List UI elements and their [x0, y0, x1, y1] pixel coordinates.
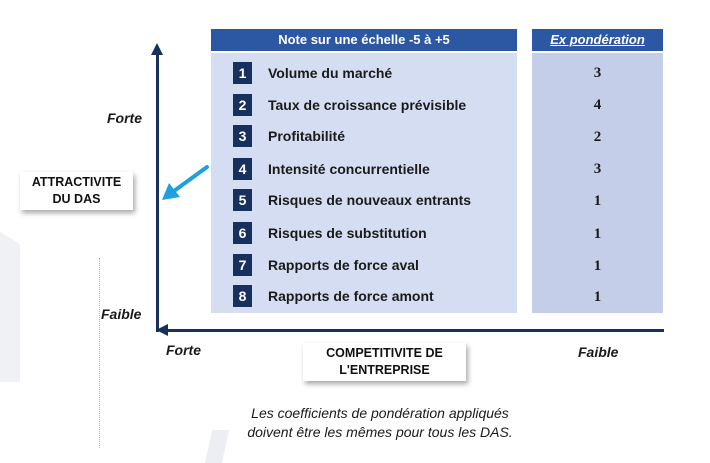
x-axis-arrowhead [156, 324, 168, 336]
criteria-header: Note sur une échelle -5 à +5 [211, 29, 517, 51]
criteria-number: 3 [233, 125, 252, 147]
competitivite-line1: COMPETITIVITE DE [326, 346, 443, 360]
weight-value: 1 [593, 193, 602, 209]
criteria-label: Risques de nouveaux entrants [268, 192, 472, 208]
competitivite-box [303, 343, 466, 381]
weight-value: 2 [593, 129, 602, 145]
criteria-label: Taux de croissance prévisible [268, 97, 467, 113]
footnote [200, 404, 560, 442]
criteria-label: Profitabilité [268, 128, 346, 144]
dotted-guide-line [99, 258, 100, 448]
criteria-number: 8 [233, 285, 252, 307]
x-axis-line [168, 329, 664, 332]
weight-value: 1 [593, 289, 602, 305]
footnote-line1: Les coefficients de pondération appliqués [251, 405, 509, 421]
criteria-label: Intensité concurrentielle [268, 161, 430, 177]
decorative-shape-left [0, 232, 20, 382]
criteria-number: 4 [233, 158, 252, 180]
criteria-row [233, 94, 466, 116]
footnote-line2: doivent être les mêmes pour tous les DAS. [247, 424, 513, 440]
criteria-label: Volume du marché [268, 65, 393, 81]
pointer-arrow-icon [160, 164, 210, 204]
criteria-row [233, 125, 345, 147]
attractivite-box [20, 172, 133, 210]
criteria-panel [211, 53, 517, 313]
criteria-label: Risques de substitution [268, 225, 427, 241]
criteria-row [233, 158, 430, 180]
criteria-row [233, 189, 471, 211]
weight-value: 1 [593, 226, 602, 242]
criteria-row [233, 222, 427, 244]
attractivite-line1: ATTRACTIVITE [31, 175, 122, 189]
x-axis-right-label: Faible [578, 344, 619, 360]
criteria-label: Rapports de force amont [268, 288, 434, 304]
criteria-number: 1 [233, 62, 252, 84]
attractivite-line2: DU DAS [52, 192, 101, 206]
y-axis-arrowhead [151, 43, 163, 55]
weight-value: 4 [593, 97, 602, 113]
criteria-number: 5 [233, 189, 252, 211]
criteria-row [233, 62, 392, 84]
y-axis-high-label: Forte [107, 110, 142, 126]
competitivite-line2: L'ENTREPRISE [339, 363, 430, 377]
criteria-label: Rapports de force aval [268, 257, 419, 273]
weight-value: 3 [593, 65, 602, 81]
criteria-row [233, 254, 419, 276]
weight-value: 1 [593, 258, 602, 274]
weight-value: 3 [593, 161, 602, 177]
x-axis-left-label: Forte [166, 342, 201, 358]
weight-panel [532, 53, 663, 313]
y-axis-low-label: Faible [101, 306, 142, 322]
criteria-row [233, 285, 434, 307]
weight-header: Ex pondération [532, 29, 663, 51]
y-axis-line [156, 52, 159, 332]
criteria-number: 6 [233, 222, 252, 244]
criteria-number: 2 [233, 94, 252, 116]
criteria-number: 7 [233, 254, 252, 276]
